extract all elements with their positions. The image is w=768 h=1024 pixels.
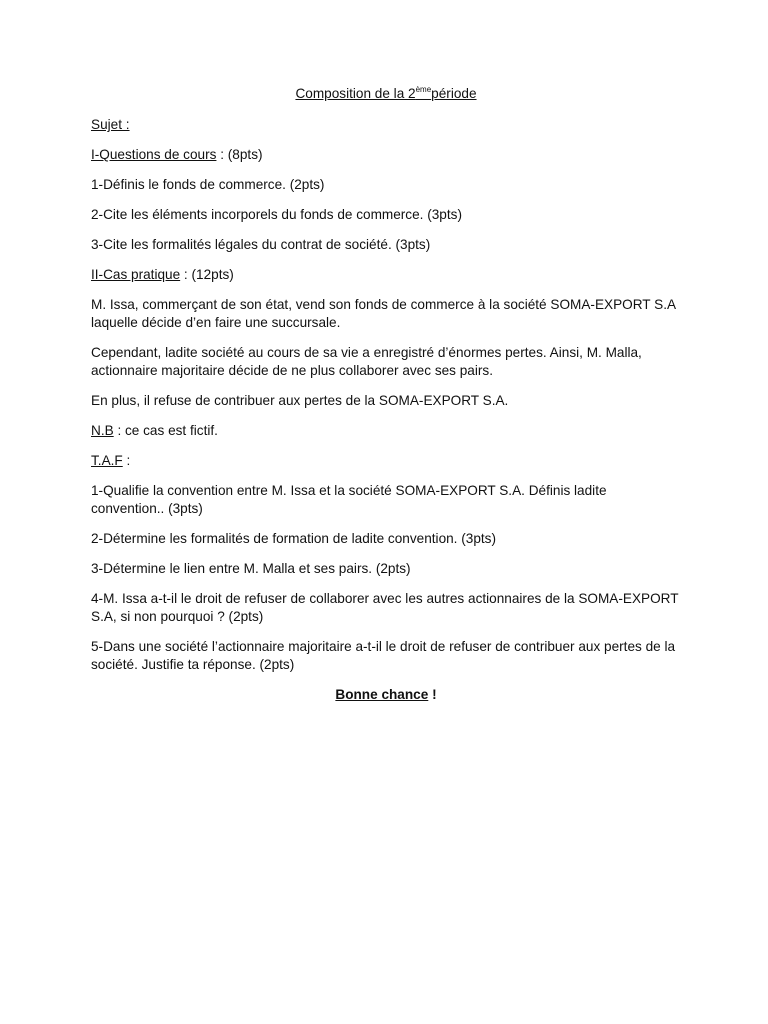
task-2: 2-Détermine les formalités de formation de ladite convention. (3pts): [91, 531, 496, 546]
case-paragraph-1: M. Issa, commerçant de son état, vend son fonds de commerce à la société SOMA-EXPORT S.A laquelle décide d’en faire une succursale.: [91, 297, 676, 330]
nb-note: [91, 422, 681, 440]
section2-label: II-Cas pratique: [91, 267, 181, 282]
subject-label-text: Sujet :: [91, 117, 130, 132]
section1-label: I-Questions de cours: [91, 147, 217, 162]
title-prefix: Composition de la 2: [295, 86, 416, 101]
taf-text: :: [122, 453, 131, 468]
section1-heading: [91, 146, 681, 164]
taf-heading: [91, 452, 681, 470]
title-text: [295, 86, 476, 101]
closing-mark: !: [428, 687, 437, 702]
taf-label: T.A.F: [91, 453, 123, 468]
subject-label: [91, 116, 681, 134]
case-paragraph-2: Cependant, ladite société au cours de sa vie a enregistré d’énormes pertes. Ainsi, M. Malla, actionnaire majoritaire décide de ne plus collaborer avec ses pairs.: [91, 345, 642, 378]
nb-label: N.B: [91, 423, 114, 438]
question-3: 3-Cite les formalités légales du contrat de société. (3pts): [91, 237, 431, 252]
closing-line: [91, 686, 681, 704]
case-paragraph-3: En plus, il refuse de contribuer aux pertes de la SOMA-EXPORT S.A.: [91, 393, 509, 408]
title-superscript: ème: [415, 85, 432, 94]
document-content: [91, 84, 681, 716]
section2-heading: [91, 266, 681, 284]
question-2: 2-Cite les éléments incorporels du fonds de commerce. (3pts): [91, 207, 462, 222]
task-5: 5-Dans une société l’actionnaire majoritaire a-t-il le droit de refuser de contribuer aux pertes de la société. Justifie ta réponse. (2pts): [91, 639, 676, 672]
title-suffix: période: [431, 86, 477, 101]
page-title: [91, 84, 681, 104]
task-1: 1-Qualifie la convention entre M. Issa et la société SOMA-EXPORT S.A. Définis ladite convention.. (3pts): [91, 483, 607, 516]
closing-text: Bonne chance: [335, 687, 429, 702]
nb-text: : ce cas est fictif.: [113, 423, 218, 438]
question-1: 1-Définis le fonds de commerce. (2pts): [91, 177, 325, 192]
section2-points: : (12pts): [180, 267, 234, 282]
task-4: 4-M. Issa a-t-il le droit de refuser de collaborer avec les autres actionnaires de la SOMA-EXPORT S.A, si non pourquoi ? (2pts): [91, 591, 679, 624]
section1-points: : (8pts): [216, 147, 263, 162]
task-3: 3-Détermine le lien entre M. Malla et ses pairs. (2pts): [91, 561, 411, 576]
